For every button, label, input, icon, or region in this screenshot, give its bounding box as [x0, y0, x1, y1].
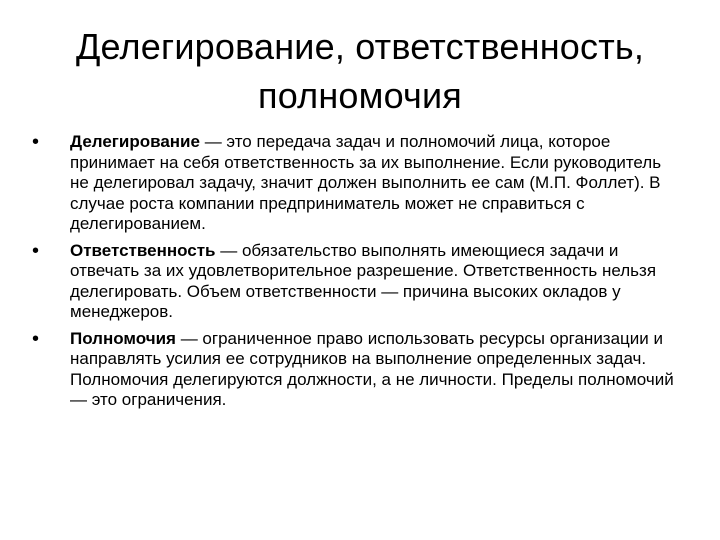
- bullet-list: [30, 132, 680, 417]
- bullet-term: Делегирование: [70, 132, 200, 151]
- bullet-term: Полномочия: [70, 328, 176, 348]
- bullet-text: — это передача задач и полномочий лица, которое принимает на себя ответственность за их выполнение. Если руководитель не делегировал задачу, значит должен выполнить ее сам (М.П. Фоллет). В случае роста компании предприниматель может не справиться с делегированием.: [70, 132, 662, 233]
- bullet-term: Ответственность: [70, 240, 216, 260]
- bullet-text: — ограниченное право использовать ресурсы организации и направлять усилия ее сотрудников на выполнение определенных задач. Полномочия делегируются должности, а не личности. Пределы полномочий — это ограничения.: [70, 328, 674, 409]
- bullet-item-delegation: [30, 132, 680, 235]
- bullet-item-authority: [30, 329, 680, 411]
- bullet-dot-icon: •: [32, 327, 40, 350]
- bullet-item-responsibility: [30, 241, 680, 323]
- bullet-dot-icon: •: [32, 131, 40, 153]
- bullet-dot-icon: •: [32, 239, 40, 262]
- slide-title: Делегирование, ответственность, полномочия: [75, 26, 645, 116]
- bullet-text: — обязательство выполнять имеющиеся задачи и отвечать за их удовлетворительное разрешение. Ответственность нельзя делегировать. Объем ответственности — причина высоких окладов у менеджеров.: [70, 240, 657, 321]
